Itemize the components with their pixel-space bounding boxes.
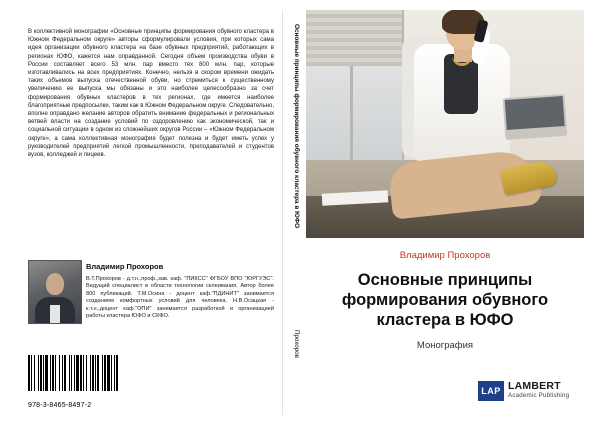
isbn-number: 978-3-8465-8497-2 <box>28 402 92 409</box>
publisher-tagline: Academic Publishing <box>508 392 570 399</box>
barcode <box>28 355 148 401</box>
publisher-mark: LAP <box>478 381 504 401</box>
front-cover-author: Владимир Прохоров <box>399 250 491 261</box>
back-cover-blurb: В коллективной монографии «Основные принципы формирования обувного кластера в Южном Федеральном округе» авторы сформулировали условия, при которых сама идея организации обувного кластера на базе обувных предприятий, работающих в регионах ЮФО, кажется нам оправданной. Сегодня объем производства обуви в России составляет всего 53 млн. пар вместо тех 800 млн. пар, которые изготавливались на всех предприятиях. Конечно, нельзя в скором времени ожидать таких объемов выпуска отечественной обуви, но стремиться к существенному увеличению ее выпуска мы обязаны и это наиболее целесообразно за счет формирования обувных кластеров в тех регионах, где имеется наиболее благоприятные предпосылки, таким как в Южном Федеральном округе. Следовательно, вполне оправдано желание авторов обратить внимание федеральных и региональных ветвей власти на создание условий по оздоровлению как экономической, так и социальной ситуации в одном из сложнейших округов России – «Южном Федеральном округе», а сама коллективная монография будет полезна и будет иметь успех у руководителей предприятий легкой промышленности, преподавателей и студентов вузов, колледжей и лицеев. <box>28 29 274 159</box>
spine-rotated-text <box>283 10 307 415</box>
cover-photo <box>306 10 584 238</box>
spine-title: Основные принципы формирования обувного кластера в ЮФО <box>293 24 300 229</box>
photo-laptop <box>503 94 568 140</box>
publisher-logo <box>478 380 578 408</box>
front-cover-text <box>306 238 584 415</box>
book-spine <box>282 10 308 415</box>
front-cover-subtitle: Монография <box>416 340 474 351</box>
front-cover-title: Основные принципы формирования обувного кластера в ЮФО <box>341 271 549 329</box>
barcode-bars <box>28 355 148 391</box>
back-cover-panel <box>20 10 282 415</box>
photo-shirt <box>50 305 60 323</box>
author-bio: В.Т.Прохоров - д.т.н.,проф.,зав. каф. "ПИКСС" ФГБОУ ВПО "ЮРГУЭС". Ведущий специалист в области технологии склеивания. Автор более 800 публикаций. Т.М.Осина - доцент каф."ПДИНИТ" занимается созданием комфортных условий для человека. Н.В.Осацкая - к.т.н.,доцент каф."ОПИ" занимается разработкой и организацией работы кластера ЮФО и СКФО. <box>86 276 274 320</box>
publisher-name: LAMBERT <box>508 380 561 392</box>
spine-author: Прохоров <box>293 330 300 358</box>
author-photo <box>28 260 82 324</box>
photo-head <box>46 273 64 295</box>
photo-window-blind <box>306 10 402 66</box>
front-cover-panel <box>306 10 584 415</box>
back-cover-author-name: Владимир Прохоров <box>86 262 164 271</box>
